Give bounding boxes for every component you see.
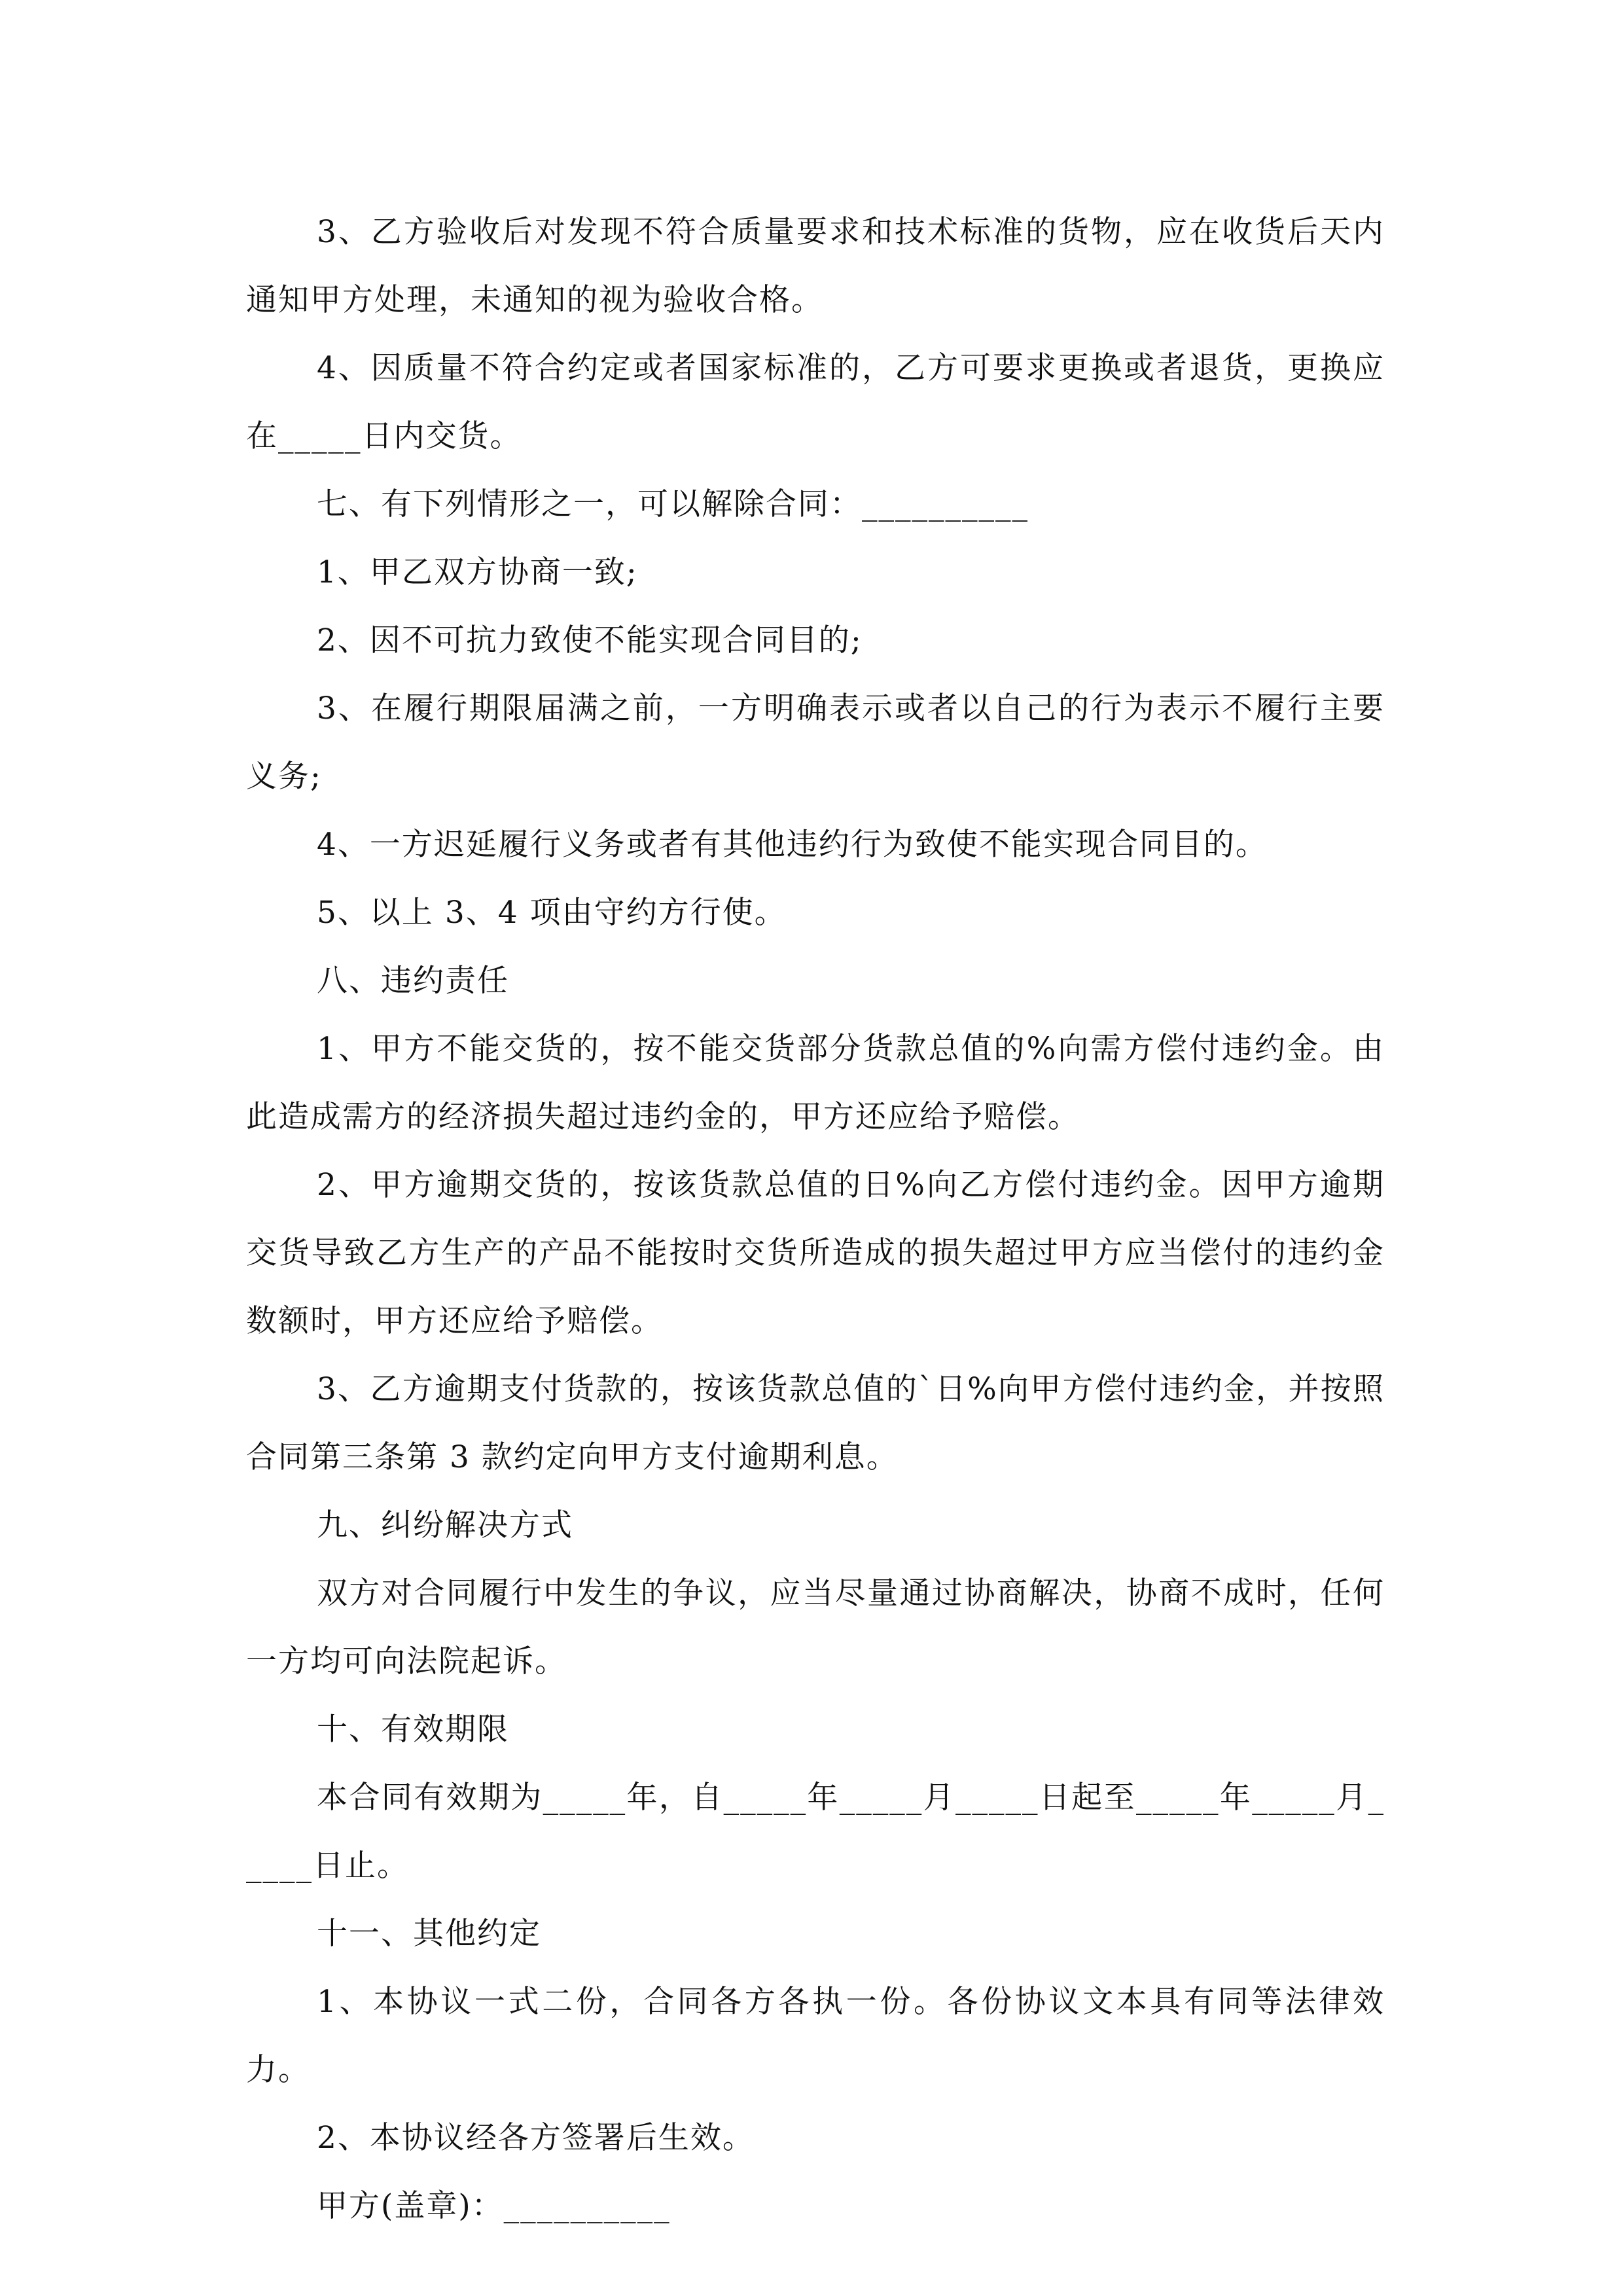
paragraph-clause-7-3: 3、在履行期限届满之前，一方明确表示或者以自己的行为表示不履行主要义务;: [246, 691, 1385, 795]
paragraph-clause-7-4: 4、一方迟延履行义务或者有其他违约行为致使不能实现合同目的。: [317, 827, 1268, 863]
paragraph-clause-6-4: 4、因质量不符合约定或者国家标准的，乙方可要求更换或者退货，更换应在_____日内交货。: [246, 350, 1385, 454]
paragraph-dispute-resolution: 双方对合同履行中发生的争议，应当尽量通过协商解决，协商不成时，任何一方均可向法院起诉。: [246, 1575, 1385, 1679]
paragraph-clause-8-3: 3、乙方逾期支付货款的，按该货款总值的`日%向甲方偿付违约金，并按照合同第三条第 3 款约定向甲方支付逾期利息。: [246, 1371, 1385, 1475]
paragraph-clause-7-2: 2、因不可抗力致使不能实现合同目的;: [317, 622, 863, 658]
document-body: [246, 198, 1385, 2240]
paragraph-clause-11-1: 1、本协议一式二份，合同各方各执一份。各份协议文本具有同等法律效力。: [246, 1984, 1385, 2088]
paragraph-clause-8-2: 2、甲方逾期交货的，按该货款总值的日%向乙方偿付违约金。因甲方逾期交货导致乙方生产的产品不能按时交货所造成的损失超过甲方应当偿付的违约金数额时，甲方还应给予赔偿。: [246, 1167, 1385, 1339]
paragraph-clause-7-5: 5、以上 3、4 项由守约方行使。: [317, 895, 787, 931]
heading-section-10: 十、有效期限: [317, 1712, 509, 1748]
paragraph-clause-7-1: 1、甲乙双方协商一致;: [317, 554, 638, 590]
signature-line-party-a: 甲方(盖章)：__________: [317, 2188, 671, 2224]
paragraph-validity-period: 本合同有效期为_____年，自_____年_____月_____日起至_____年_____月_____日止。: [246, 1780, 1385, 1884]
heading-section-7: 七、有下列情形之一，可以解除合同：__________: [317, 486, 1029, 522]
paragraph-clause-6-3: 3、乙方验收后对发现不符合质量要求和技术标准的货物，应在收货后天内通知甲方处理，未通知的视为验收合格。: [246, 214, 1385, 318]
paragraph-clause-8-1: 1、甲方不能交货的，按不能交货部分货款总值的%向需方偿付违约金。由此造成需方的经济损失超过违约金的，甲方还应给予赔偿。: [246, 1031, 1385, 1135]
heading-section-8: 八、违约责任: [317, 963, 509, 999]
paragraph-clause-11-2: 2、本协议经各方签署后生效。: [317, 2120, 755, 2156]
heading-section-9: 九、纠纷解决方式: [317, 1507, 573, 1543]
heading-section-11: 十一、其他约定: [317, 1916, 541, 1952]
